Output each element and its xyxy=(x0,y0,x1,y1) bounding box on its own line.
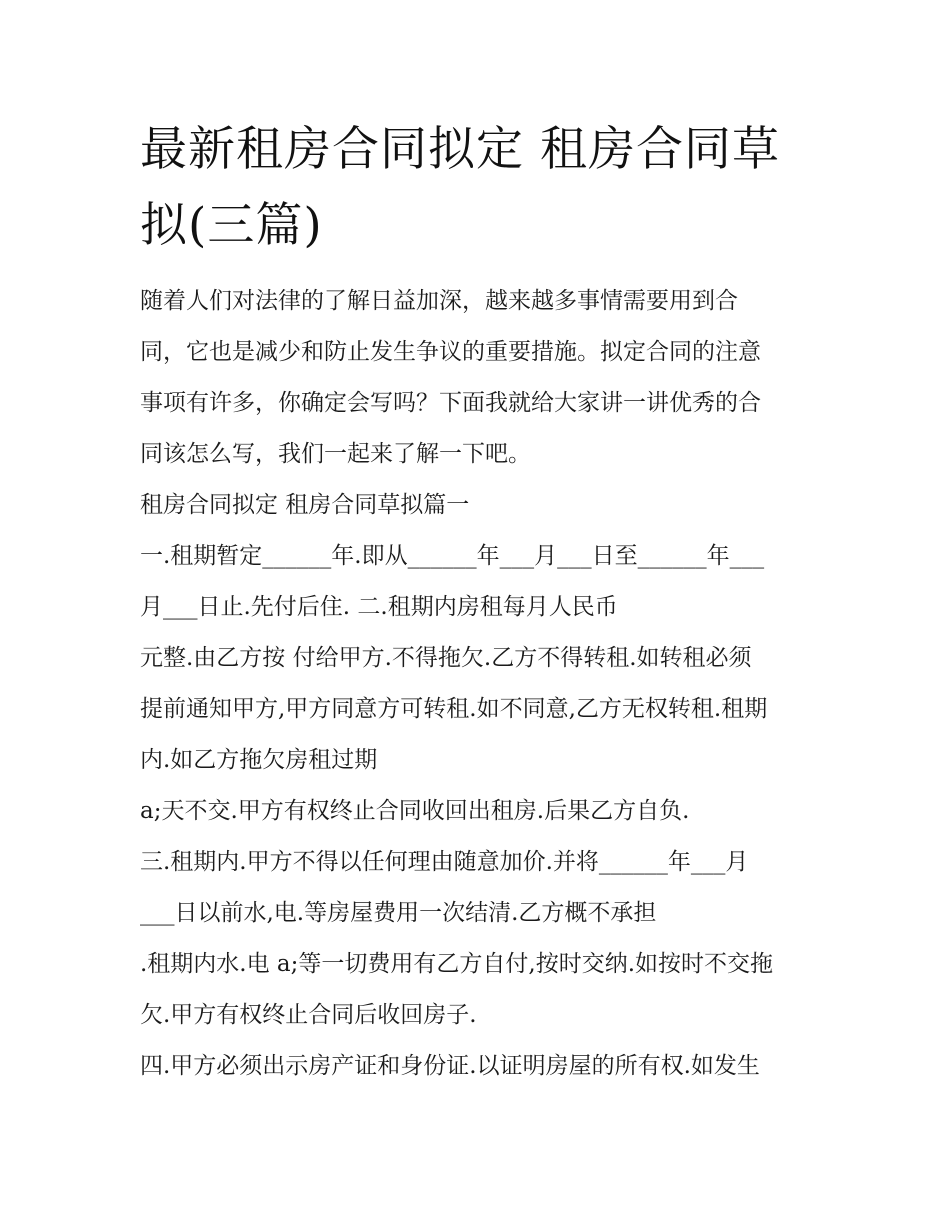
title-line-1: 最新租房合同拟定 租房合同草 xyxy=(140,122,780,177)
clause-line-7: 三.租期内.甲方不得以任何理由随意加价.并将______年___月 xyxy=(140,849,749,875)
clause-line-6: a;天不交.甲方有权终止合同收回出租房.后果乙方自负. xyxy=(140,798,690,824)
clause-line-5: 内.如乙方拖欠房租过期 xyxy=(140,747,378,773)
clause-line-8: ___日以前水,电.等房屋费用一次结清.乙方概不承担 xyxy=(140,900,657,926)
intro-line-3: 事项有许多，你确定会写吗？下面我就给大家讲一讲优秀的合 xyxy=(140,390,761,416)
intro-line-4: 同该怎么写，我们一起来了解一下吧。 xyxy=(140,441,531,467)
clause-line-4: 提前通知甲方,甲方同意方可转租.如不同意,乙方无权转租.租期 xyxy=(140,696,768,722)
document-body xyxy=(140,276,830,1092)
clause-line-10: 欠.甲方有权终止合同后收回房子. xyxy=(140,1002,477,1028)
clause-line-9: .租期内水.电 a;等一切费用有乙方自付,按时交纳.如按时不交拖 xyxy=(140,951,774,977)
document-title xyxy=(140,112,820,264)
intro-line-2: 同，它也是减少和防止发生争议的重要措施。拟定合同的注意 xyxy=(140,339,761,365)
intro-line-1: 随着人们对法律的了解日益加深，越来越多事情需要用到合 xyxy=(140,288,738,314)
clause-line-1: 一.租期暂定______年.即从______年___月___日至______年___ xyxy=(140,543,765,569)
title-line-2: 拟(三篇) xyxy=(140,198,323,253)
clause-line-11: 四.甲方必须出示房产证和身份证.以证明房屋的所有权.如发生 xyxy=(140,1053,760,1079)
section-heading: 租房合同拟定 租房合同草拟篇一 xyxy=(140,492,470,518)
clause-line-2: 月___日止.先付后住. 二.租期内房租每月人民币 xyxy=(140,594,618,620)
clause-line-3: 元整.由乙方按 付给甲方.不得拖欠.乙方不得转租.如转租必须 xyxy=(140,645,752,671)
